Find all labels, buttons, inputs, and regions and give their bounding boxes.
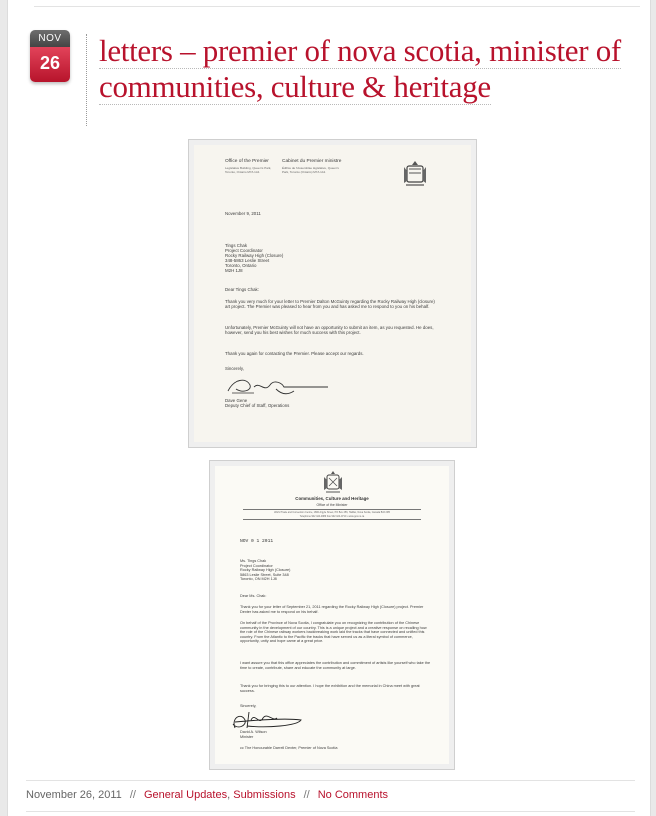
letter1-address-en: Legislative Building, Queen's Park, Toronto, Ontario M7A 1A1: [225, 166, 272, 174]
post-article: [7, 0, 651, 816]
letter2-signer: David A. Wilson: [240, 730, 267, 734]
letter1-recipient-line: Toronto, Ontario: [225, 263, 257, 268]
letter1-recipient-line: 348-5863 Leslie Street: [225, 258, 270, 263]
letter1-paragraph: Thank you very much for your letter to Premier Dalton McGuinty regarding the Rocky Railway High (closure) art project. The Premier was pleased to hear from you and has asked me to respond to you on his behalf.: [225, 299, 435, 310]
letter1-signer: Dave Gene: [225, 398, 248, 403]
letter2-signature-icon: [227, 708, 305, 732]
letter-image-premier[interactable]: [189, 140, 476, 447]
letter2-recipient-line: Toronto, ON M2H 1J8: [240, 577, 277, 581]
letter1-recipient-line: Tings Chak: [225, 243, 248, 248]
post-title-link[interactable]: letters – premier of nova scotia, minister of communities, culture & heritage: [99, 33, 621, 104]
category-link-submissions[interactable]: Submissions: [233, 789, 296, 801]
meta-divider: [26, 811, 635, 812]
post-date: November 26, 2011: [26, 789, 122, 801]
letter1-recipient-line: Project Coordinator: [225, 248, 263, 253]
letter1-address-fr: Édifice de l'Assemblée législative, Queen's Park, Toronto (Ontario) M7A 1A1: [282, 166, 339, 174]
letter2-department: Communities, Culture and Heritage: [295, 496, 369, 501]
letter2-date-stamp: NOV 0 1 2011: [240, 539, 274, 544]
title-divider: [86, 34, 87, 126]
letter1-signature-icon: [224, 373, 334, 397]
comments-link[interactable]: No Comments: [317, 789, 389, 801]
letter2-paragraph: On behalf of the Province of Nova Scotia, I congratulate you on recognizing the contribution of the Chinese community in the development of our country. This is a unique project and a creative response on recalling how the role of the Chinese railway workers backbreaking work laid the tracks that have connected and unified this country. From the Atlantic to the Pacific the tracks that have served us as a literal symbol of commerce, opportunity, unity and hope came at a great price.: [240, 621, 427, 644]
letter2-address: World Trade and Convention Centre, 1800 Argyle Street, PO Box 456, Halifax, Nova Scotia, Canada B3J 2R5: [274, 511, 390, 514]
category-comma: ,: [227, 789, 231, 801]
letter2-cc: cc The Honourable Darrell Dexter, Premier of Nova Scotia: [240, 746, 338, 750]
letter2-header-rule: [243, 509, 421, 510]
post-title[interactable]: [99, 33, 644, 105]
letter2-paragraph: Thank you for bringing this to our attention. I hope the exhibition and the memorial in China meet with great success.: [240, 684, 420, 693]
letter1-signer-title: Deputy Chief of Staff, Operations: [225, 403, 290, 408]
letter1-recipient-line: M2H 1J8: [225, 268, 243, 273]
letter1-closing: Sincerely,: [225, 366, 244, 371]
letter2-header-rule: [243, 519, 421, 520]
letter2-recipient-line: Rocky Railway High (Closure): [240, 568, 291, 572]
letter2-paragraph: Thank you for your letter of September 21, 2011 regarding the Rocky Railway High (Closure) project. Premier Dexter has asked me to respond on his behalf.: [240, 605, 424, 614]
letter1-date: November 9, 2011: [225, 211, 261, 216]
category-link-general-updates[interactable]: General Updates: [143, 789, 228, 801]
top-divider: [34, 6, 640, 7]
letter2-recipient-line: Ms. Tings Chak: [240, 559, 267, 563]
letter2-closing: Sincerely,: [240, 704, 257, 708]
ontario-crest-icon: [402, 159, 428, 189]
meta-separator: //: [129, 789, 136, 801]
letter2-paragraph: I want assure you that this office appreciates the contribution and commitment of artists like yourself who take the time to create, contribute, share and educate the community at large.: [240, 661, 431, 670]
letter1-recipient-line: Rocky Railway High (Closure): [225, 253, 284, 258]
date-day: 26: [30, 47, 70, 82]
letter1-salutation: Dear Tings Chak:: [225, 287, 259, 292]
letter2-signer-title: Minister: [240, 734, 254, 739]
letter2-contact: Telephone 902 424-4889 Fax 902 424-0710 • www.gov.ns.ca: [299, 515, 365, 518]
letter1-office-fr: Cabinet du Premier ministre: [282, 159, 342, 164]
letter2-office: Office of the Minister: [316, 503, 348, 507]
letter2-recipient-line: 5863 Leslie Street, Suite 348: [240, 572, 289, 577]
letter-image-minister[interactable]: [210, 461, 454, 769]
date-month: NOV: [30, 30, 70, 47]
letter1-office-en: Office of the Premier: [225, 159, 269, 164]
date-badge: [30, 30, 70, 82]
meta-divider: [26, 780, 635, 781]
letter2-salutation: Dear Ms. Chak:: [240, 594, 267, 598]
nova-scotia-crest-icon: [323, 470, 343, 496]
letter2-recipient-line: Project Coordinator: [240, 563, 273, 568]
letter1-paragraph: Unfortunately, Premier McGuinty will not have an opportunity to submit an item, as you requested. He does, however, send you his best wishes for much success with this project.: [225, 325, 434, 336]
post-meta: [26, 789, 388, 801]
letter1-paragraph: Thank you again for contacting the Premier. Please accept our regards.: [225, 351, 364, 356]
meta-separator: //: [303, 789, 310, 801]
